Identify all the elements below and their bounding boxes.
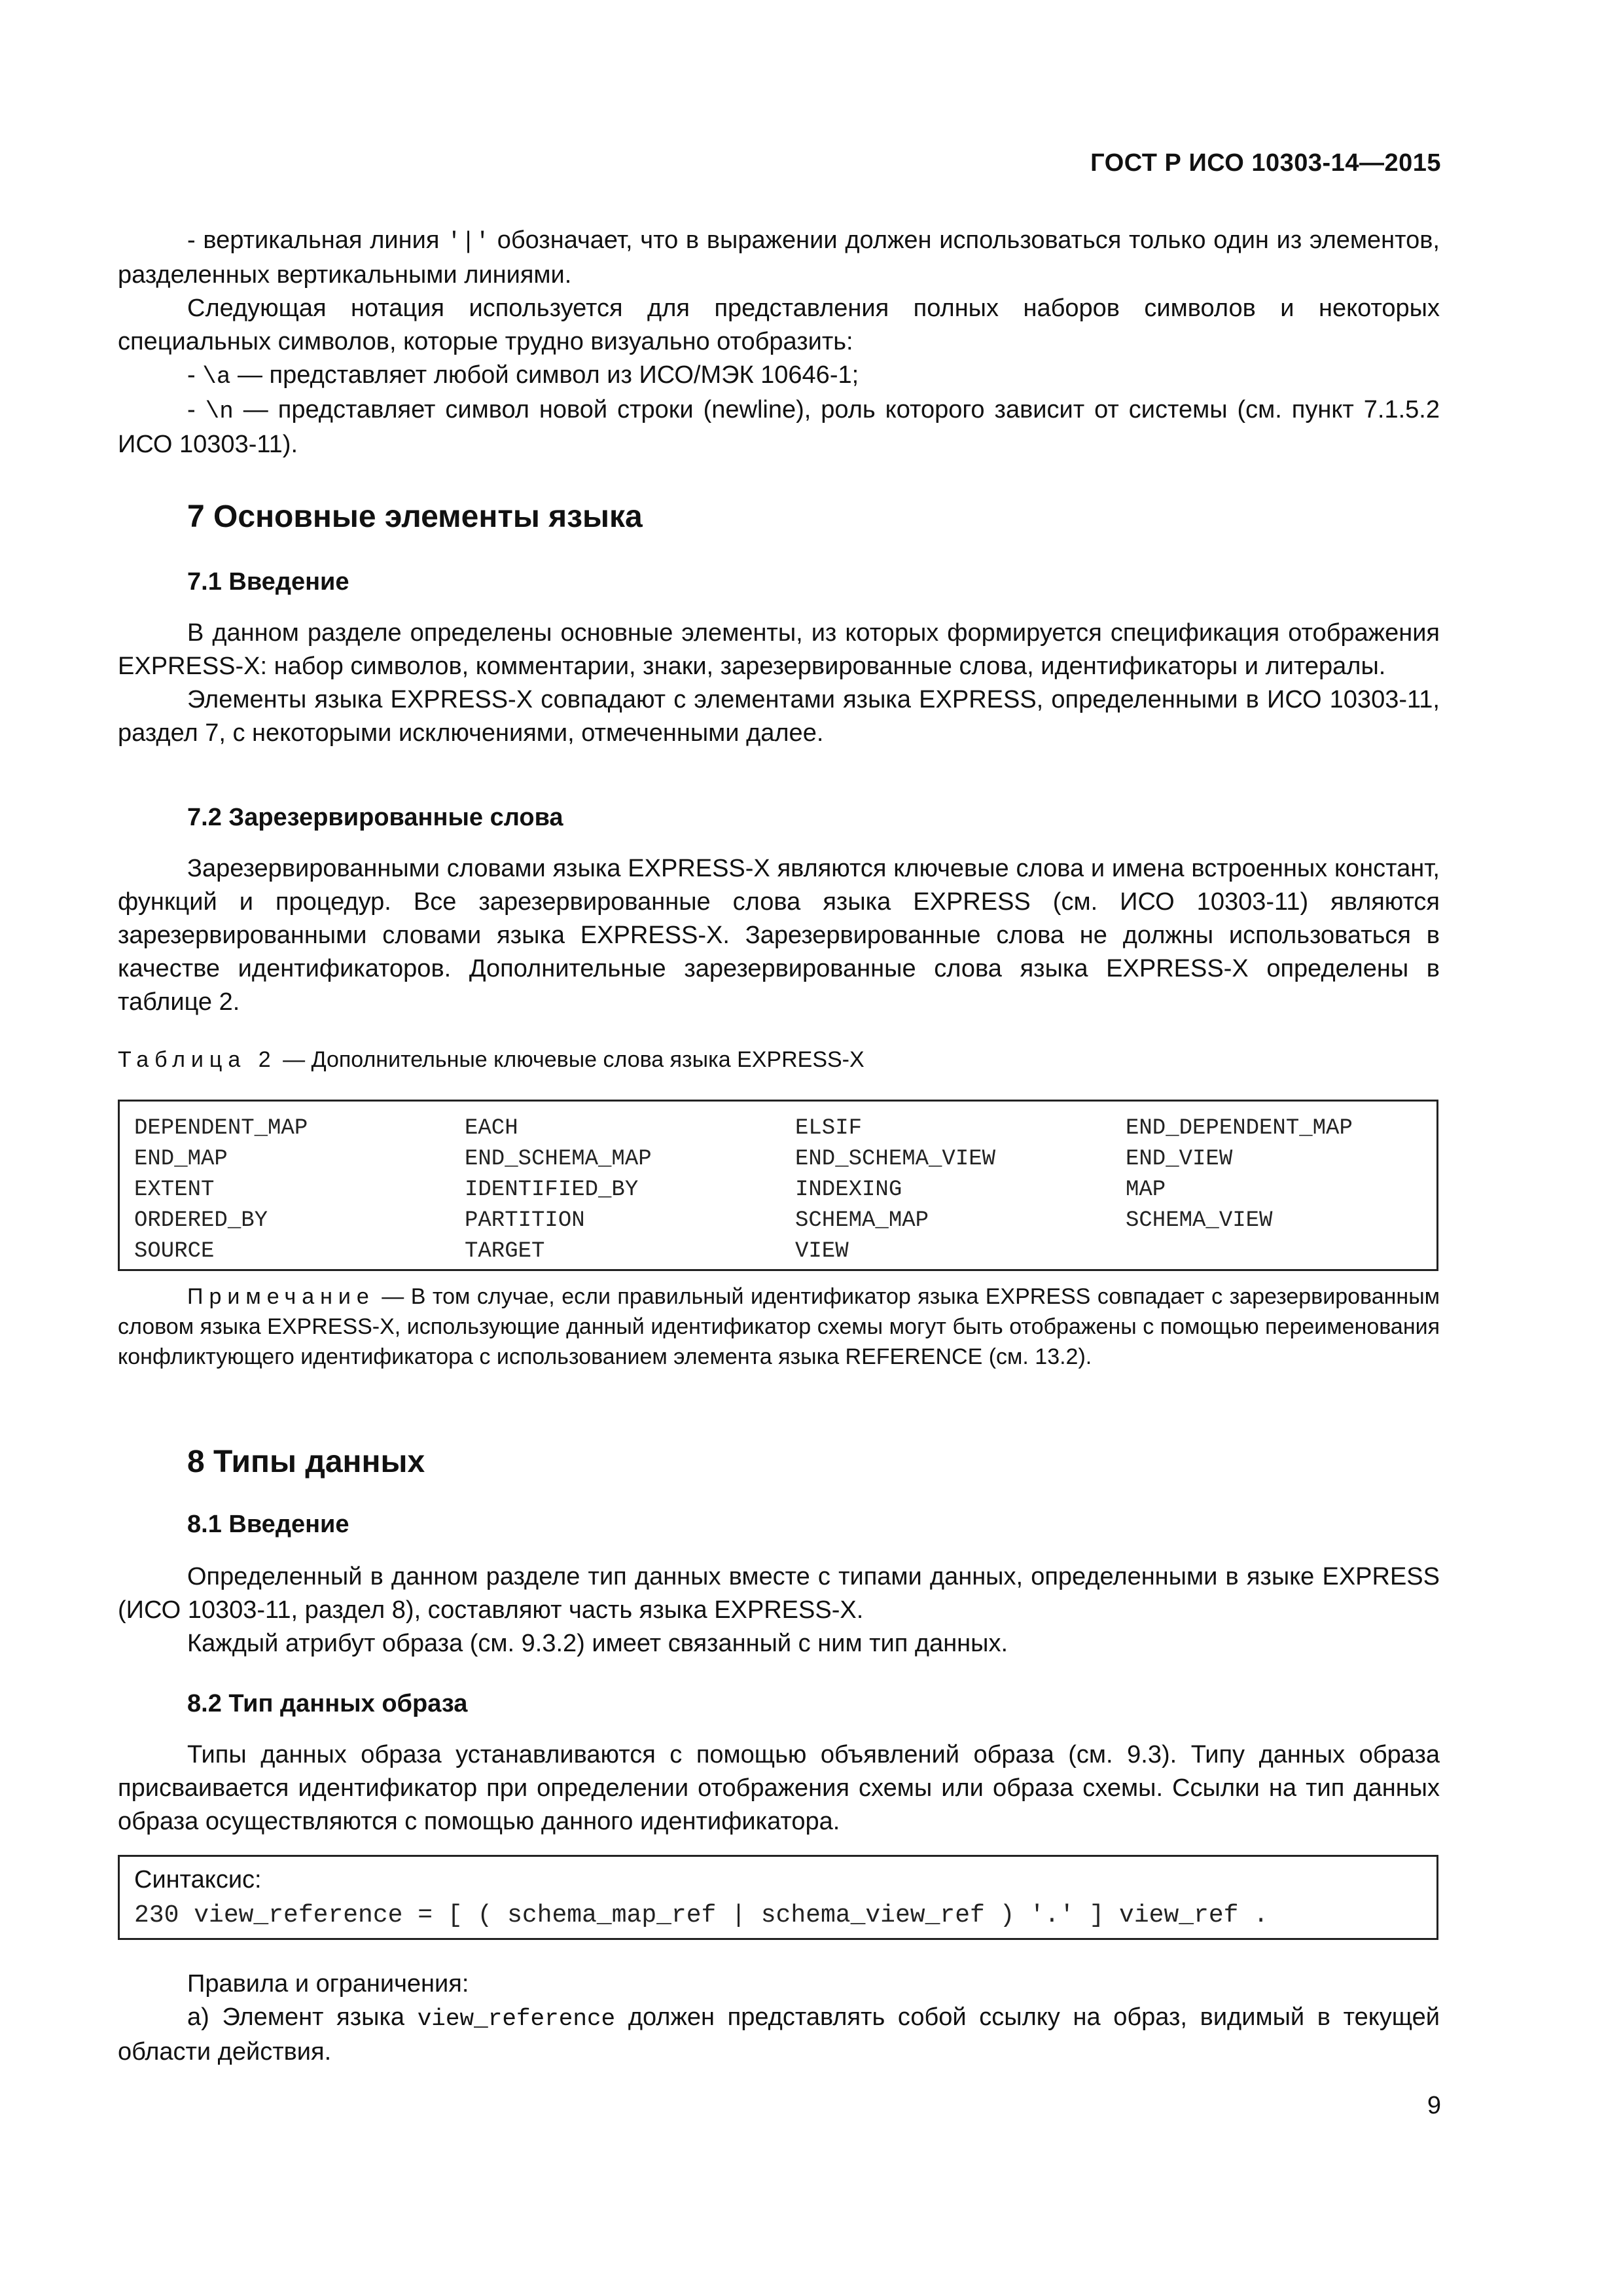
- keyword-cell: END_SCHEMA_VIEW: [795, 1147, 996, 1172]
- keyword-cell: PARTITION: [465, 1208, 585, 1233]
- section-7-title: 7 Основные элементы языка: [187, 499, 643, 534]
- section-8-2-paragraph-1: Типы данных образа устанавливаются с помощью объявлений образа (см. 9.3). Типу данных образа присваивается идентификатор при определении отображения схемы или образа схемы. Ссылки на тип данных образа осуществляются с помощью данного идентификатора.: [118, 1741, 1440, 1835]
- section-8-2-title: 8.2 Тип данных образа: [187, 1690, 468, 1717]
- section-8-1-paragraph-2: Каждый атрибут образа (см. 9.3.2) имеет связанный с ним тип данных.: [187, 1630, 1008, 1657]
- keyword-cell: SOURCE: [134, 1239, 215, 1264]
- keyword-cell: END_VIEW: [1126, 1147, 1233, 1172]
- keyword-cell: IDENTIFIED_BY: [465, 1177, 639, 1202]
- section-8-1-body: [118, 1560, 1440, 1660]
- code-view-reference: view_reference: [417, 2005, 616, 2032]
- keyword-cell: ELSIF: [795, 1116, 863, 1141]
- section-7-1-body: [118, 617, 1440, 750]
- section-7-1-paragraph-1: В данном разделе определены основные элементы, из которых формируется спецификация отображения EXPRESS-X: набор символов, комментарии, знаки, зарезервированные слова, идентификаторы и литералы.: [118, 619, 1440, 680]
- table-2-caption: Таблица 2 — Дополнительные ключевые слова языка EXPRESS-X: [118, 1047, 865, 1072]
- rules-block: [118, 1967, 1440, 2069]
- keyword-cell: SCHEMA_MAP: [795, 1208, 929, 1233]
- document-id-header: ГОСТ Р ИСО 10303-14—2015: [1090, 149, 1441, 177]
- code-backslash-n: \n: [205, 398, 234, 425]
- keyword-cell: END_SCHEMA_MAP: [465, 1147, 652, 1172]
- intro-paragraph-vertical-bar: - вертикальная линия '|' обозначает, что в выражении должен использоваться только один из элементов, разделенных вертикальными линиями.: [118, 226, 1440, 289]
- rule-a: а) Элемент языка view_reference должен представлять собой ссылку на образ, видимый в текущей области действия.: [118, 2003, 1440, 2066]
- section-7-1-title: 7.1 Введение: [187, 568, 349, 596]
- syntax-label: Синтаксис:: [134, 1866, 262, 1893]
- intro-paragraph-newline: - \n — представляет символ новой строки (newline), роль которого зависит от системы (см. пункт 7.1.5.2 ИСО 10303-11).: [118, 396, 1440, 458]
- section-8-2-body: [118, 1738, 1440, 1839]
- keyword-cell: END_DEPENDENT_MAP: [1126, 1116, 1353, 1141]
- page-number: 9: [1427, 2092, 1441, 2119]
- intro-paragraph-any-char: - \a — представляет любой символ из ИСО/МЭК 10646-1;: [187, 361, 859, 390]
- section-7-2-paragraph-1: Зарезервированными словами языка EXPRESS-X являются ключевые слова и имена встроенных констант, функций и процедур. Все зарезервированные слова языка EXPRESS (см. ИСО 10303-11) являются зарезервированными словами языка EXPRESS-X. Зарезервированные слова не должны использоваться в качестве идентификаторов. Дополнительные зарезервированные слова языка EXPRESS-X определены в таблице 2.: [118, 855, 1440, 1016]
- keyword-cell: END_MAP: [134, 1147, 228, 1172]
- table-2-note: Примечание — В том случае, если правильный идентификатор языка EXPRESS совпадает с зарезервированным словом языка EXPRESS-X, использующие данный идентификатор схемы могут быть отображены с помощью переименования конфликтующего идентификатора с использованием элемента языка REFERENCE (см. 13.2).: [118, 1284, 1440, 1369]
- section-8-1-title: 8.1 Введение: [187, 1511, 349, 1538]
- section-8-1-paragraph-1: Определенный в данном разделе тип данных вместе с типами данных, определенными в языке EXPRESS (ИСО 10303-11, раздел 8), составляют часть языка EXPRESS-X.: [118, 1563, 1440, 1624]
- keyword-cell: MAP: [1126, 1177, 1166, 1202]
- code-backslash-a: \a: [202, 363, 231, 390]
- keyword-cell: EXTENT: [134, 1177, 215, 1202]
- keyword-cell: SCHEMA_VIEW: [1126, 1208, 1273, 1233]
- keyword-cell: INDEXING: [795, 1177, 902, 1202]
- section-8-title: 8 Типы данных: [187, 1444, 425, 1479]
- intro-paragraph-notation: Следующая нотация используется для представления полных наборов символов и некоторых специальных символов, которые трудно визуально отобразить:: [118, 295, 1440, 355]
- keywords-grid: [134, 1113, 1456, 1267]
- syntax-code: 230 view_reference = [ ( schema_map_ref | schema_view_ref ) '.' ] view_ref .: [134, 1901, 1269, 1929]
- keyword-cell: TARGET: [465, 1239, 545, 1264]
- keywords-table: [118, 1100, 1438, 1271]
- section-7-2-body: [118, 852, 1440, 1019]
- code-vertical-bar: '|': [447, 228, 490, 255]
- intro-block: [118, 224, 1440, 461]
- syntax-box: [118, 1855, 1438, 1940]
- keyword-cell: ORDERED_BY: [134, 1208, 268, 1233]
- rules-title: Правила и ограничения:: [187, 1970, 469, 1998]
- keyword-cell: EACH: [465, 1116, 518, 1141]
- section-7-1-paragraph-2: Элементы языка EXPRESS-X совпадают с элементами языка EXPRESS, определенными в ИСО 10303-11, раздел 7, с некоторыми исключениями, отмеченными далее.: [118, 686, 1440, 747]
- keyword-cell: [1126, 1236, 1456, 1267]
- keyword-cell: VIEW: [795, 1239, 849, 1264]
- keyword-cell: DEPENDENT_MAP: [134, 1116, 308, 1141]
- section-7-2-title: 7.2 Зарезервированные слова: [187, 804, 563, 831]
